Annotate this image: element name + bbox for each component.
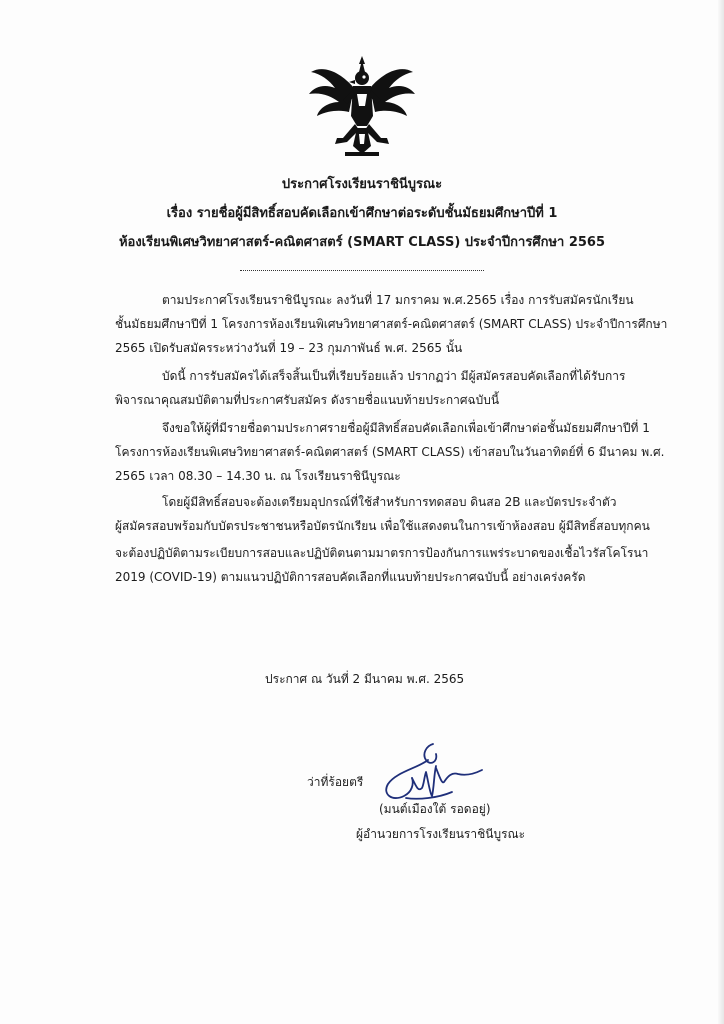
paragraph-2-line-1: บัดนี้ การรับสมัครได้เสร็จสิ้นเป็นที่เรียบร้อยแล้ว ปรากฏว่า มีผู้สมัครสอบคัดเลือกที่ได้รับการ [162, 369, 626, 383]
dotted-divider [240, 270, 484, 271]
paragraph-3-line-3: 2565 เวลา 08.30 – 14.30 น. ณ โรงเรียนราชินีบูรณะ [115, 469, 401, 483]
paragraph-3-line-2: โครงการห้องเรียนพิเศษวิทยาศาสตร์-คณิตศาสตร์ (SMART CLASS) เข้าสอบในวันอาทิตย์ที่ 6 มีนาคม พ.ศ. [115, 445, 665, 459]
paragraph-1-line-2: ชั้นมัธยมศึกษาปีที่ 1 โครงการห้องเรียนพิเศษวิทยาศาสตร์-คณิตศาสตร์ (SMART CLASS) ประจำปีการศึกษา [115, 317, 668, 331]
subject-line-2: ห้องเรียนพิเศษวิทยาศาสตร์-คณิตศาสตร์ (SMART CLASS) ประจำปีการศึกษา 2565 [118, 235, 606, 250]
paragraph-1-line-3: 2565 เปิดรับสมัครระหว่างวันที่ 19 – 23 กุมภาพันธ์ พ.ศ. 2565 นั้น [115, 341, 463, 355]
paragraph-4-line-3: จะต้องปฏิบัติตามระเบียบการสอบและปฏิบัติตนตามมาตรการป้องกันการแพร่ระบาดของเชื้อไวรัสโคโรนา [115, 546, 649, 560]
paragraph-2-line-2: พิจารณาคุณสมบัติตามที่ประกาศรับสมัคร ดังรายชื่อแนบท้ายประกาศฉบับนี้ [115, 393, 500, 407]
paragraph-4-line-4: 2019 (COVID-19) ตามแนวปฏิบัติการสอบคัดเลือกที่แนบท้ายประกาศฉบับนี้ อย่างเคร่งครัด [115, 570, 586, 584]
paragraph-3-line-1: จึงขอให้ผู้ที่มีรายชื่อตามประกาศรายชื่อผู้มีสิทธิ์สอบคัดเลือกเพื่อเข้าศึกษาต่อชั้นมัธยมศึกษาปีที่ 1 [162, 421, 650, 435]
paragraph-4-line-1: โดยผู้มีสิทธิ์สอบจะต้องเตรียมอุปกรณ์ที่ใช้สำหรับการทดสอบ ดินสอ 2B และบัตรประจำตัว [162, 495, 617, 509]
paragraph-4-line-2: ผู้สมัครสอบพร้อมกับบัตรประชาชนหรือบัตรนักเรียน เพื่อใช้แสดงตนในการเข้าห้องสอบ ผู้มีสิทธิ์สอบทุกคน [115, 519, 650, 533]
signatory-rank: ว่าที่ร้อยตรี [307, 775, 364, 789]
announcement-date: ประกาศ ณ วันที่ 2 มีนาคม พ.ศ. 2565 [265, 672, 465, 686]
page-edge-shadow [718, 0, 724, 1024]
paragraph-1-line-1: ตามประกาศโรงเรียนราชินีบูรณะ ลงวันที่ 17 มกราคม พ.ศ.2565 เรื่อง การรับสมัครนักเรียน [162, 293, 634, 307]
signatory-name: (มนต์เมืองใต้ รอดอยู่) [379, 802, 491, 816]
garuda-emblem [307, 54, 417, 158]
subject-line-1: เรื่อง รายชื่อผู้มีสิทธิ์สอบคัดเลือกเข้าศึกษาต่อระดับชั้นมัธยมศึกษาปีที่ 1 [166, 206, 558, 221]
signatory-position: ผู้อำนวยการโรงเรียนราชินีบูรณะ [356, 827, 526, 841]
announcement-title: ประกาศโรงเรียนราชินีบูรณะ [281, 177, 443, 192]
